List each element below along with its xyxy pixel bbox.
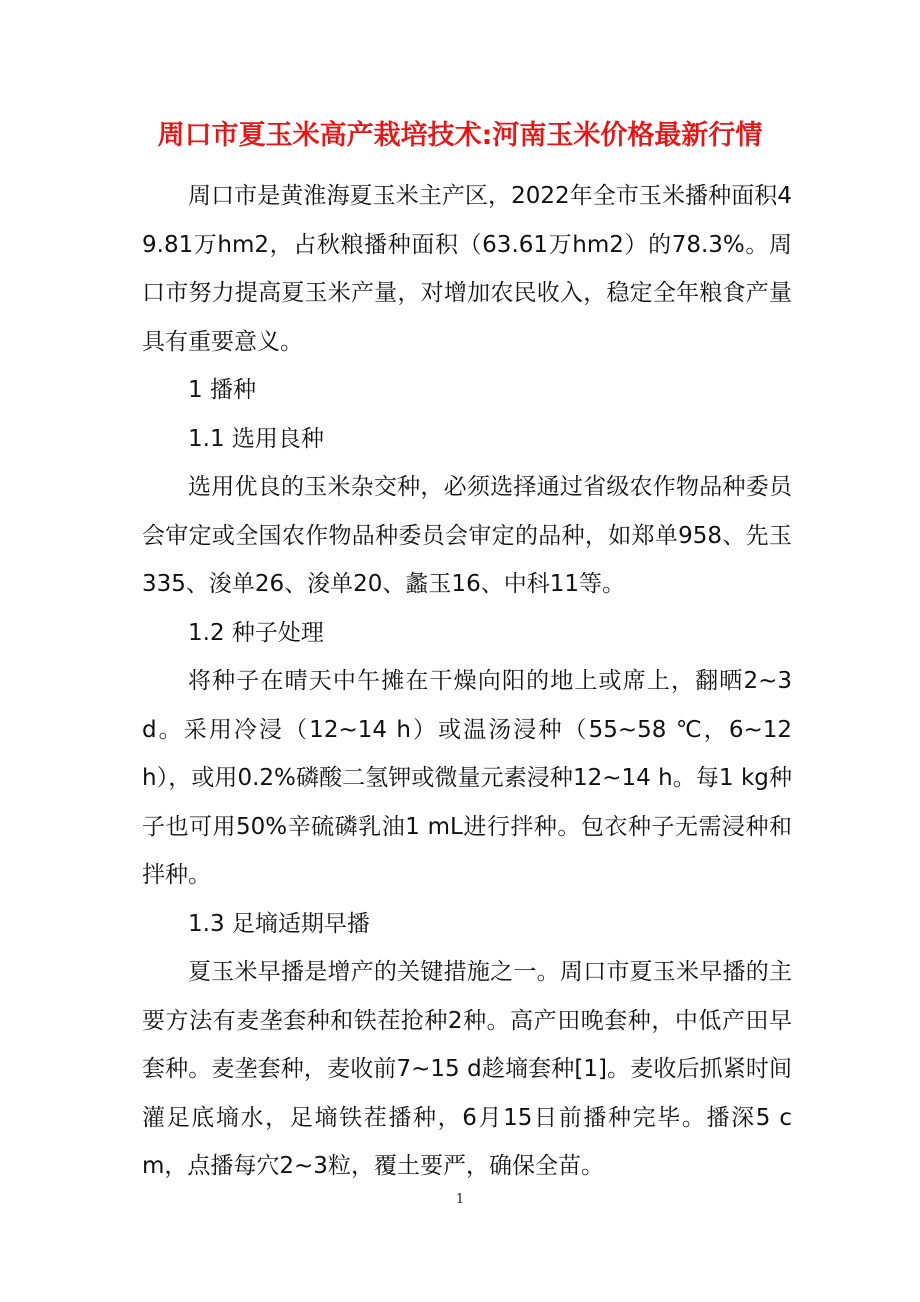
heading-select-seed: 1.1 选用良种 [188, 425, 324, 452]
document-body [142, 172, 792, 1191]
paragraph-early-sowing: 夏玉米早播是增产的关键措施之一。周口市夏玉米早播的主要方法有麦垄套种和铁茬抢种2种。高产田晚套种，中低产田早套种。麦垄套种，麦收前7~15 d趁墒套种[1]。麦收后抓紧时间灌足底墒水，足墒铁茬播种，6月15日前播种完毕。播深5 cm，点播每穴2~3粒，覆土要严，确保全苗。 [142, 959, 792, 1179]
document-title: 周口市夏玉米高产栽培技术:河南玉米价格最新行情 [157, 120, 763, 151]
paragraph-intro: 周口市是黄淮海夏玉米主产区，2022年全市玉米播种面积49.81万hm2，占秋粮播种面积（63.61万hm2）的78.3%。周口市努力提高夏玉米产量，对增加农民收入，稳定全年粮食产量具有重要意义。 [142, 183, 792, 355]
paragraph-select-seed: 选用优良的玉米杂交种，必须选择通过省级农作物品种委员会审定或全国农作物品种委员会审定的品种，如郑单958、先玉335、浚单26、浚单20、蠡玉16、中科11等。 [142, 474, 792, 597]
heading-early-sowing: 1.3 足墒适期早播 [188, 910, 370, 937]
heading-seed-treatment: 1.2 种子处理 [188, 619, 324, 646]
heading-sowing: 1 播种 [188, 377, 256, 403]
paragraph-seed-treatment: 将种子在晴天中午摊在干燥向阳的地上或席上，翻晒2~3 d。采用冷浸（12~14 h）或温汤浸种（55~58 ℃，6~12 h），或用0.2%磷酸二氢钾或微量元素浸种12~14 h。每1 kg种子也可用50%辛硫磷乳油1 mL进行拌种。包衣种子无需浸种和拌种。 [142, 668, 792, 888]
page-number: 1 [455, 1192, 465, 1207]
